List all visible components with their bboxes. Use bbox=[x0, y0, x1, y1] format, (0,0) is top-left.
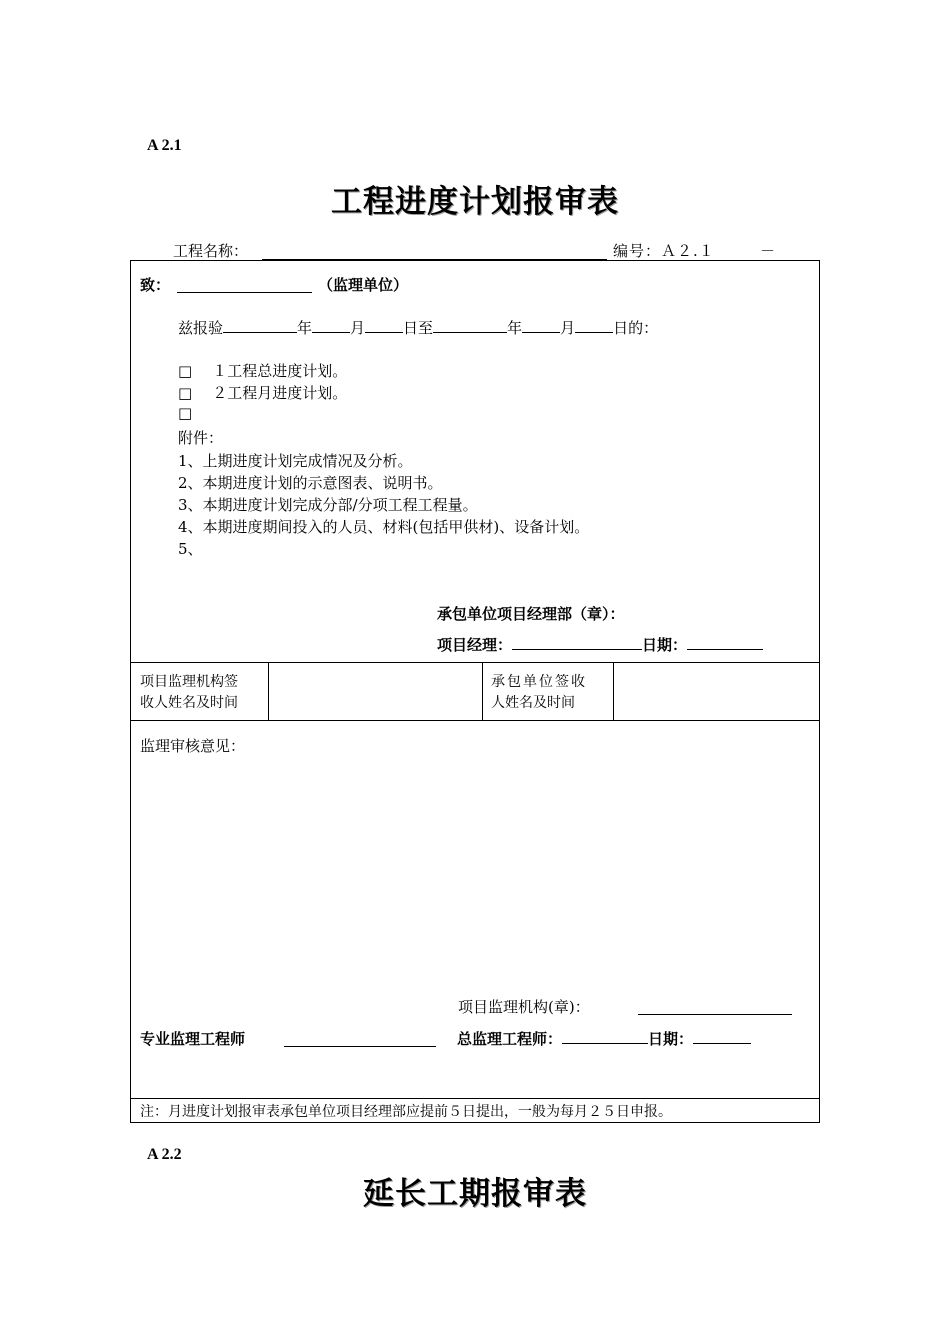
chief-row bbox=[457, 1028, 751, 1049]
supervision-receipt-line2: 收人姓名及时间 bbox=[140, 695, 238, 711]
attachment-item: 5、 bbox=[178, 540, 203, 558]
chief-date-label: 日期： bbox=[648, 1030, 694, 1048]
number-label: 编号：Ａ２.１ bbox=[613, 242, 715, 260]
contractor-receipt-line1: 承包单位签收 bbox=[491, 674, 587, 690]
end-day-blank bbox=[575, 318, 613, 333]
checkbox-row-1 bbox=[178, 360, 347, 381]
section-label-2: A 2.2 bbox=[147, 1146, 182, 1163]
date-blank bbox=[687, 635, 763, 650]
to-underline bbox=[177, 292, 312, 293]
start-year-blank bbox=[223, 318, 297, 333]
review-label: 监理审核意见： bbox=[140, 737, 246, 755]
checkbox-label-1: １工程总进度计划。 bbox=[212, 362, 348, 380]
supervision-org-blank bbox=[638, 1014, 792, 1015]
start-month-label: 月 bbox=[350, 319, 366, 337]
col-divider-1 bbox=[268, 662, 269, 720]
attachment-item: 4、本期进度期间投入的人员、材料(包括甲供材)、设备计划。 bbox=[178, 518, 590, 536]
report-prefix: 兹报验 bbox=[178, 319, 224, 337]
row-divider-3 bbox=[130, 1098, 820, 1099]
checkbox-2[interactable]: □ bbox=[178, 384, 193, 402]
supervision-org-label: 项目监理机构(章)： bbox=[458, 998, 590, 1016]
start-day-blank bbox=[365, 318, 403, 333]
section-label: A 2.1 bbox=[147, 137, 182, 154]
checkbox-1[interactable]: □ bbox=[178, 362, 193, 380]
chief-date-blank bbox=[693, 1029, 751, 1044]
project-name-label: 工程名称： bbox=[173, 242, 249, 260]
end-day-label: 日的： bbox=[613, 319, 659, 337]
supervision-receipt-line1: 项目监理机构签 bbox=[140, 674, 238, 690]
chief-label: 总监理工程师： bbox=[457, 1030, 563, 1048]
project-manager-row bbox=[437, 634, 763, 655]
attachments-label: 附件： bbox=[178, 429, 224, 447]
project-manager-blank bbox=[512, 635, 642, 650]
form-title: 工程进度计划报审表 bbox=[331, 184, 619, 220]
to-label: 致： bbox=[140, 276, 171, 294]
start-day-label: 日至 bbox=[403, 319, 434, 337]
project-manager-label: 项目经理： bbox=[437, 636, 513, 654]
checkbox-label-2: ２工程月进度计划。 bbox=[212, 384, 348, 402]
end-month-label: 月 bbox=[560, 319, 576, 337]
col-divider-3 bbox=[613, 662, 614, 720]
form-title-2: 延长工期报审表 bbox=[363, 1176, 587, 1212]
end-year-blank bbox=[433, 318, 507, 333]
checkbox-3[interactable]: □ bbox=[178, 404, 193, 422]
contractor-receipt-label bbox=[491, 672, 587, 714]
contractor-dept-label: 承包单位项目经理部（章）： bbox=[437, 605, 625, 623]
chief-blank bbox=[562, 1029, 648, 1044]
to-suffix: （监理单位） bbox=[318, 276, 409, 294]
attachment-item: 1、上期进度计划完成情况及分析。 bbox=[178, 452, 413, 470]
checkbox-row-3 bbox=[178, 404, 192, 422]
start-year-label: 年 bbox=[297, 319, 313, 337]
attachment-item: 3、本期进度计划完成分部/分项工程工程量。 bbox=[178, 496, 478, 514]
attachment-item: 2、本期进度计划的示意图表、说明书。 bbox=[178, 474, 443, 492]
start-month-blank bbox=[312, 318, 350, 333]
date-label: 日期： bbox=[642, 636, 688, 654]
note-text: 注：月进度计划报审表承包单位项目经理部应提前５日提出，一般为每月２５日申报。 bbox=[140, 1104, 672, 1120]
row-divider-1 bbox=[130, 662, 820, 663]
specialist-blank bbox=[284, 1046, 436, 1047]
col-divider-2 bbox=[482, 662, 483, 720]
row-divider-2 bbox=[130, 720, 820, 721]
specialist-label: 专业监理工程师 bbox=[140, 1030, 246, 1048]
end-month-blank bbox=[522, 318, 560, 333]
end-year-label: 年 bbox=[507, 319, 523, 337]
number-suffix: － bbox=[760, 242, 776, 260]
contractor-receipt-line2: 人姓名及时间 bbox=[491, 695, 575, 711]
report-line bbox=[178, 317, 658, 338]
supervision-receipt-label bbox=[140, 672, 238, 714]
checkbox-row-2 bbox=[178, 382, 347, 403]
